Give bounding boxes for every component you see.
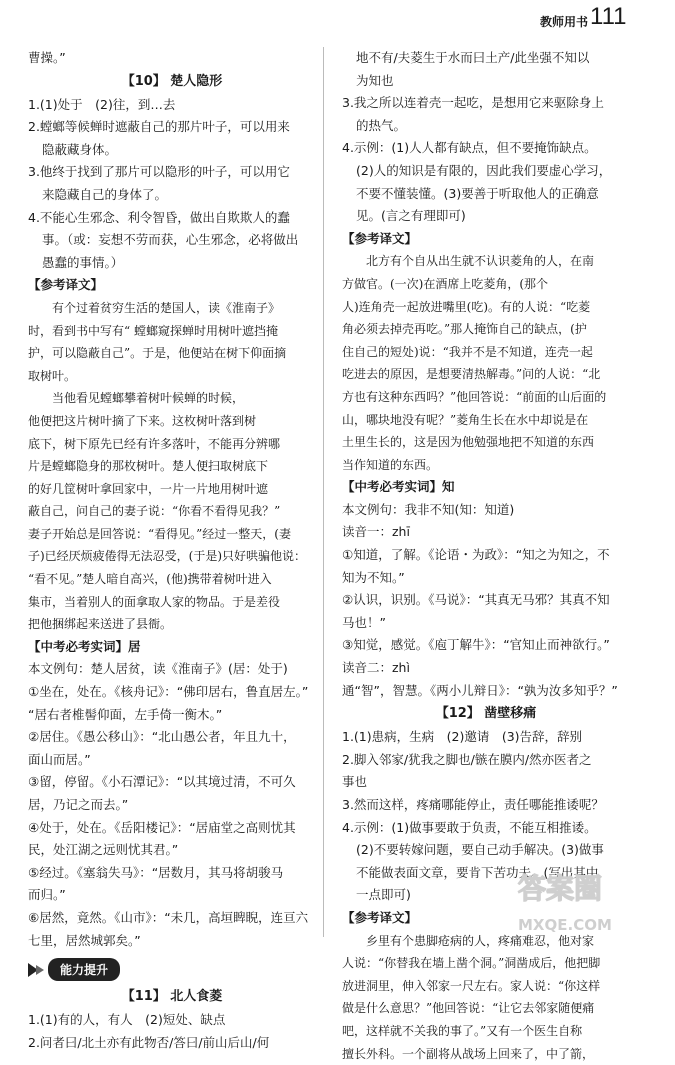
translation-line: 放进洞里，伸入邻家一尺左右。家人说：“你这样 [342, 978, 601, 993]
translation-line: 方做官。(一次)在酒席上吃菱角，(那个 [342, 276, 549, 291]
section-heading: 【中考必考实词】知 [342, 479, 455, 495]
translation-line: 底下，树下原先已经有许多落叶，不能再分辨哪 [28, 436, 281, 451]
section-heading: 【参考译文】 [342, 230, 418, 246]
text-line: 通“智”，智慧。《两小儿辩日》：“孰为汝多知乎？” [342, 682, 618, 698]
text-line: 愚蠢的事情。） [42, 254, 124, 270]
article-title: 【10】 楚人隐形 [121, 73, 223, 89]
text-line: 3.他终于找到了那片可以隐形的叶子，可以用它 [28, 164, 290, 180]
page-number: 111 [590, 3, 627, 30]
translation-line: 当作知道的东西。 [342, 457, 439, 472]
text-line: ①知道，了解。《论语・为政》：“知之为知之，不 [342, 547, 610, 563]
text-line: ③知觉，感觉。《庖丁解牛》：“官知止而神欲行。” [342, 637, 610, 653]
translation-line: 山，哪块地没有呢？”菱角生长在水中却说是在 [342, 412, 589, 427]
text-line: 1.(1)有的人，有人 (2)短处、缺点 [28, 1012, 226, 1028]
arrow-icon [28, 961, 46, 979]
article-title: 【12】 凿壁移痛 [435, 706, 537, 722]
text-line: 2.脚入邻家/犹我之脚也/镞在膜内/然亦医者之 [342, 751, 592, 767]
translation-line: 的好几筐树叶拿回家中，一片一片地用树叶遮 [28, 481, 269, 496]
translation-line: 人)连角壳一起放进嘴里(吃)。有的人说：“吃菱 [342, 299, 591, 314]
text-line: 3.我之所以连着壳一起吃，是想用它来驱除身上 [342, 95, 604, 111]
text-line: 2.螳螂等候蝉时遮蔽自己的那片叶子，可以用来 [28, 119, 290, 135]
translation-line: 乡里有个患脚疮病的人，疼痛难忍，他对家 [366, 933, 595, 948]
text-line: (2)人的知识是有限的，因此我们要虚心学习， [356, 162, 612, 178]
translation-line: 护，可以隐蔽自己”。于是，他便站在树下仰面摘 [28, 346, 287, 361]
text-line: 读音一：zhī [342, 524, 410, 540]
translation-line: 方也有这种东西吗？”他回答说：“前面的山后面的 [342, 389, 607, 404]
text-line: 2.问者曰/北土亦有此物否/答曰/前山后山/何 [28, 1034, 270, 1050]
watermark-text: 答案圈 [518, 872, 603, 905]
text-line: ③留，停留。《小石潭记》：“以其境过清，不可久 [28, 774, 296, 790]
watermark-domain: MXQE.COM [518, 916, 612, 934]
translation-line: 人说：“你替我在墙上凿个洞。”洞凿成后，他把脚 [342, 956, 601, 971]
text-line: 面山而居。” [28, 751, 91, 767]
text-line: ④处于，处在。《岳阳楼记》：“居庙堂之高则忧其 [28, 819, 296, 835]
text-line: ⑥居然，竟然。《山市》：“未几，高垣睥睨，连亘六 [28, 909, 309, 925]
translation-line: 妻子开始总是回答说：“看得见。”经过一整天，(妻 [28, 526, 291, 541]
translation-line: 他便把这片树叶摘了下来。这枚树叶落到树 [28, 413, 257, 428]
text-line: 事。（或：妄想不劳而获，心生邪念，必将做出 [42, 232, 299, 248]
article-title: 【11】 北人食菱 [121, 989, 223, 1005]
text-line: 来隐藏自己的身体了。 [42, 186, 168, 202]
text-line: 不能做表面文章，要肯下苦功夫。(写出其中 [356, 864, 599, 880]
left-column [28, 47, 316, 1054]
text-line: ②认识，识别。《马说》：“其真无马邪？其真不知 [342, 592, 610, 608]
translation-line: 擅长外科。一个副将从战场上回来了，中了箭， [342, 1046, 595, 1061]
text-line: 曹操。” [28, 50, 66, 65]
text-line: 4.示例：(1)人人都有缺点，但不要掩饰缺点。 [342, 140, 597, 156]
text-line: 知为不知。” [342, 569, 405, 585]
text-line: 而归。” [28, 887, 66, 903]
translation-line: 蔽自己，问自己的妻子说：“你看不看得见我？” [28, 504, 281, 519]
text-line: 本文例句：楚人居贫，读《淮南子》(居：处于) [28, 661, 288, 677]
translation-line: 子)已经厌烦疲倦得无法忍受，(于是)只好哄骗他说： [28, 549, 307, 564]
translation-line: 当他看见螳螂攀着树叶候蝉的时候， [52, 391, 245, 406]
translation-line: 角必须去掉壳再吃。”那人掩饰自己的缺点，(护 [342, 322, 587, 337]
text-line: 读音二：zhì [342, 660, 410, 676]
translation-line: 时，看到书中写有“ 螳螂窥探蝉时用树叶遮挡掩 [28, 323, 278, 338]
text-line: 1.(1)处于 (2)往，到…去 [28, 96, 176, 112]
translation-line: 做是什么意思？”他回答说：“让它去邻家随便痛 [342, 1001, 595, 1016]
translation-line: 取树叶。 [28, 368, 77, 383]
text-line: ⑤经过。《塞翁失马》：“居数月，其马将胡骏马 [28, 864, 284, 880]
section-badge [28, 958, 120, 981]
text-line: 民，处江湖之远则忧其君。” [28, 842, 179, 858]
text-line: 一点即可) [356, 887, 411, 903]
translation-line: 吧，这样就不关我的事了。”又有一个医生自称 [342, 1023, 583, 1038]
section-heading: 【参考译文】 [28, 277, 104, 293]
text-line: 地不有/夫菱生于水而曰土产/此坐强不知以 [356, 50, 590, 65]
translation-line: 土里生长的，这是因为他勉强地把不知道的东西 [342, 435, 595, 450]
text-line: 3.然而这样，疼痛哪能停止，责任哪能推诿呢？ [342, 797, 604, 812]
text-line: 居，乃记之而去。” [28, 797, 129, 812]
text-line: 七里，居然城郭矣。” [28, 932, 141, 948]
translation-line: 住自己的短处)说：“我并不是不知道，连壳一起 [342, 344, 593, 359]
text-line: 4.不能心生邪念、利令智昏，做出自欺欺人的蠢 [28, 209, 290, 225]
text-line: 4.示例：(1)做事要敢于负责，不能互相推诿。 [342, 819, 597, 835]
badge-label: 能力提升 [48, 958, 120, 981]
translation-line: 有个过着贫穷生活的楚国人，读《淮南子》 [52, 300, 281, 315]
column-divider [323, 47, 324, 937]
text-line: 事也 [342, 774, 368, 790]
text-line: 隐蔽藏身体。 [42, 141, 118, 157]
text-line: ②居住。《愚公移山》：“北山愚公者，年且九十， [28, 729, 296, 745]
translation-line: “看不见。”楚人暗自高兴，(他)携带着树叶进入 [28, 572, 272, 587]
text-line: 本文例句：我非不知(知：知道) [342, 501, 515, 517]
text-line: (2)不要转嫁问题，要自己动手解决。(3)做事 [356, 842, 604, 858]
section-heading: 【参考译文】 [342, 909, 418, 925]
translation-line: 片是螳螂隐身的那枚树叶。楚人便扫取树底下 [28, 459, 269, 474]
text-line: ①坐在，处在。《核舟记》：“佛印居右，鲁直居左。” [28, 684, 309, 700]
translation-line: 北方有个自从出生就不认识菱角的人，在南 [366, 254, 595, 269]
text-line: 马也！” [342, 614, 386, 630]
text-line: 的热气。 [356, 117, 407, 133]
text-line: “居右者椎髻仰面，左手倚一衡木。” [28, 706, 223, 722]
text-line: 为知也 [356, 72, 394, 88]
translation-line: 集市，当着别人的面拿取人家的物品。于是差役 [28, 594, 281, 609]
translation-line: 吃进去的原因，是想要清热解毒。”问的人说：“北 [342, 367, 601, 382]
text-line: 见。(言之有理即可) [356, 208, 466, 224]
watermark-logo [470, 860, 670, 950]
header-label: 教师用书 [540, 15, 589, 29]
text-line: 不要不懂装懂。(3)要善于听取他人的正确意 [356, 185, 599, 201]
translation-line: 把他捆绑起来送进了县衙。 [28, 617, 173, 632]
text-line: 1.(1)患病，生病 (2)邀请 (3)告辞，辞别 [342, 729, 583, 745]
section-heading: 【中考必考实词】居 [28, 638, 141, 654]
